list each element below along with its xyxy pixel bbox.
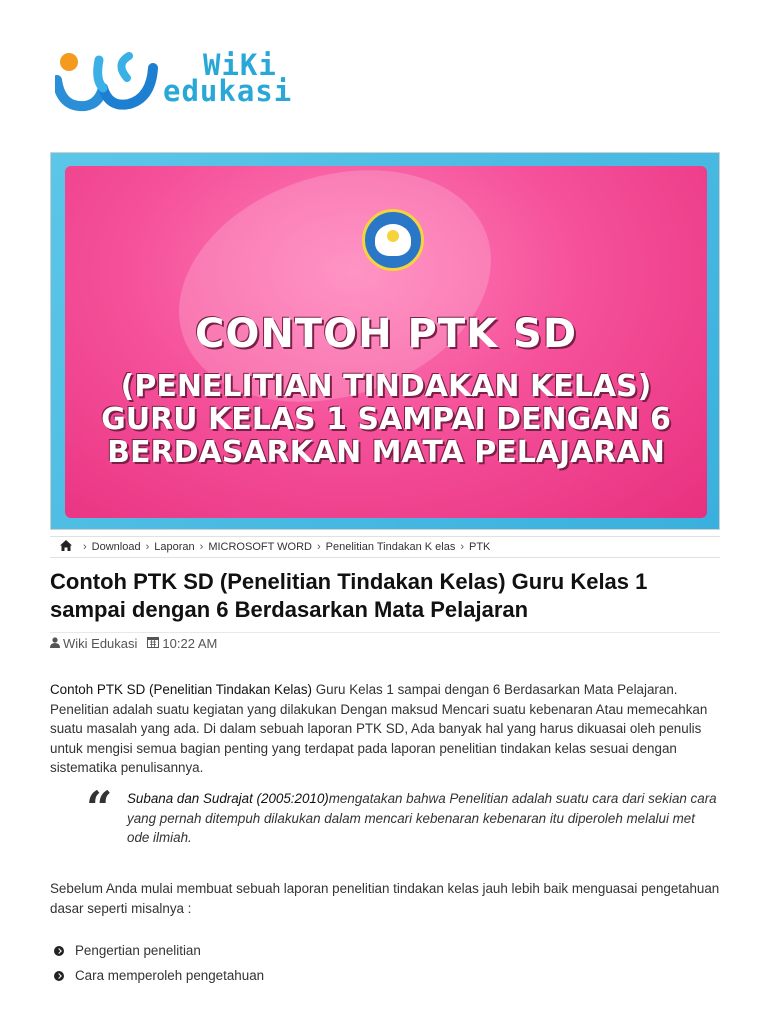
chevron-right-icon: › xyxy=(460,541,464,553)
post-author[interactable]: Wiki Edukasi xyxy=(63,636,138,651)
chevron-right-icon: › xyxy=(199,541,204,553)
breadcrumb-microsoft-word[interactable]: MICROSOFT WORD xyxy=(208,541,312,553)
user-icon xyxy=(50,637,60,651)
quote-icon: “ xyxy=(86,781,113,835)
list-item xyxy=(54,963,714,988)
post-time: 10:22 AM xyxy=(162,636,218,651)
banner-title: CONTOH PTK SD xyxy=(194,311,578,357)
chevron-circle-icon xyxy=(54,971,64,981)
banner-panel xyxy=(65,166,707,518)
site-logo[interactable] xyxy=(55,50,317,112)
intro-paragraph xyxy=(50,680,720,778)
logo-text-edukasi: edukasi xyxy=(163,74,293,108)
intro-lead: Contoh PTK SD (Penelitian Tindakan Kelas) xyxy=(50,682,312,697)
breadcrumb-penelitian-tindakan-kelas[interactable]: Penelitian Tindakan K elas xyxy=(325,541,456,553)
chevron-right-icon: › xyxy=(145,541,150,553)
tut-wuri-handayani-emblem-icon xyxy=(362,209,424,271)
list-item xyxy=(54,938,714,963)
quote-author: Subana dan Sudrajat (2005:2010) xyxy=(127,791,329,806)
breadcrumb-download[interactable]: Download xyxy=(91,541,141,553)
post-meta xyxy=(50,632,720,654)
logo-text-wiki: WiKi xyxy=(203,48,277,82)
post-title: Contoh PTK SD (Penelitian Tindakan Kelas) Guru Kelas 1 sampai dengan 6 Berdasarkan Mata Pelajaran xyxy=(50,569,648,622)
chevron-right-icon: › xyxy=(317,541,321,553)
chevron-circle-icon xyxy=(54,946,64,956)
list-item-label: Cara memperoleh pengetahuan xyxy=(75,968,265,983)
banner-subtitle-line-3: BERDASARKAN MATA PELAJARAN xyxy=(107,435,665,470)
quote-text xyxy=(127,789,717,848)
intro-body: Guru Kelas 1 sampai dengan 6 Berdasarkan Mata Pelajaran. Penelitian adalah suatu kegiatan yang dilakukan Dengan maksud Mencari suatu kebenaran Atau memecahkan suatu masalah yang ada. Di dalam sebuah laporan PTK SD, Ada banyak hal yang harus dikuasai oleh penulis untuk mengisi semua bagian penting yang terdapat pada laporan penelitian tindakan kelas sesuai dengan sistematika penulisannya. xyxy=(50,682,708,775)
breadcrumb xyxy=(50,536,720,558)
topic-list xyxy=(54,938,714,988)
chevron-right-icon: › xyxy=(83,541,87,553)
quote-body: mengatakan bahwa Penelitian adalah suatu cara dari sekian cara yang pernah ditempuh dilakukan dalam mencari kebenaran kebenaran itu diperoleh melalui met ode ilmiah. xyxy=(127,791,717,845)
second-paragraph: Sebelum Anda mulai membuat sebuah laporan penelitian tindakan kelas jauh lebih baik menguasai pengetahuan dasar seperti misalnya : xyxy=(50,881,720,916)
list-item-label: Pengertian penelitian xyxy=(75,943,201,958)
home-icon[interactable] xyxy=(60,540,72,554)
logo-mark-icon xyxy=(55,50,165,112)
calendar-icon xyxy=(147,636,159,651)
breadcrumb-laporan[interactable]: Laporan xyxy=(154,541,195,553)
banner-subtitle-line-1: (PENELITIAN TINDAKAN KELAS) xyxy=(120,369,652,404)
banner-subtitle-line-2: GURU KELAS 1 SAMPAI DENGAN 6 xyxy=(101,402,671,437)
featured-image xyxy=(50,152,720,530)
breadcrumb-ptk[interactable]: PTK xyxy=(469,541,491,553)
banner-subtitle xyxy=(65,370,707,469)
blockquote xyxy=(86,781,717,849)
